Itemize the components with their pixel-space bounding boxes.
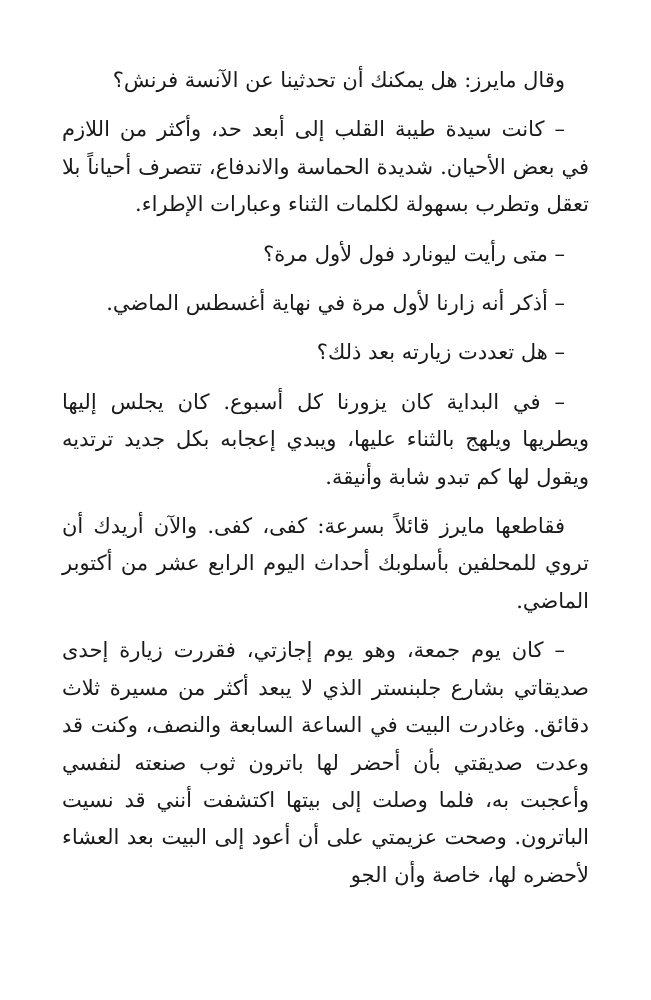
paragraph: فقاطعها مايرز قائلاً بسرعة: كفى، كفى. والآن أريدك أن تروي للمحلفين بأسلوبك أحداث اليوم الرابع عشر من أكتوبر الماضي. (62, 514, 589, 613)
book-page (62, 62, 589, 906)
paragraph: – في البداية كان يزورنا كل أسبوع. كان يجلس إليها ويطريها ويلهج بالثناء عليها، ويبدي إعجابه بكل جديد ترتديه ويقول لها كم تبدو شابة وأنيقة. (62, 389, 589, 489)
paragraph: – كان يوم جمعة، وهو يوم إجازتي، فقررت زيارة إحدى صديقاتي بشارع جلبنستر الذي لا يبعد أكثر من مسيرة ثلاث دقائق. وغادرت البيت في الساعة السابعة والنصف، وكنت قد وعدت صديقتي بأن أحضر لها باترون ثوب صنعته لنفسي وأعجبت به، فلما وصلت إلى بيتها اكتشفت أنني قد نسيت الباترون. وصحت عزيمتي على أن أعود إلى البيت بعد العشاء لأحضره لها، خاصة وأن الجو (62, 638, 589, 887)
paragraph: – أذكر أنه زارنا لأول مرة في نهاية أغسطس الماضي. (106, 291, 565, 316)
paragraph: – متى رأيت ليونارد فول لأول مرة؟ (263, 241, 565, 266)
paragraph: – كانت سيدة طيبة القلب إلى أبعد حد، وأكثر من اللازم في بعض الأحيان. شديدة الحماسة والاندفاع، تتصرف أحياناً بلا تعقل وتطرب بسهولة لكلمات الثناء وعبارات الإطراء. (62, 117, 589, 217)
paragraph: – هل تعددت زيارته بعد ذلك؟ (316, 340, 565, 365)
paragraph: وقال مايرز: هل يمكنك أن تحدثينا عن الآنسة فرنش؟ (112, 68, 565, 92)
